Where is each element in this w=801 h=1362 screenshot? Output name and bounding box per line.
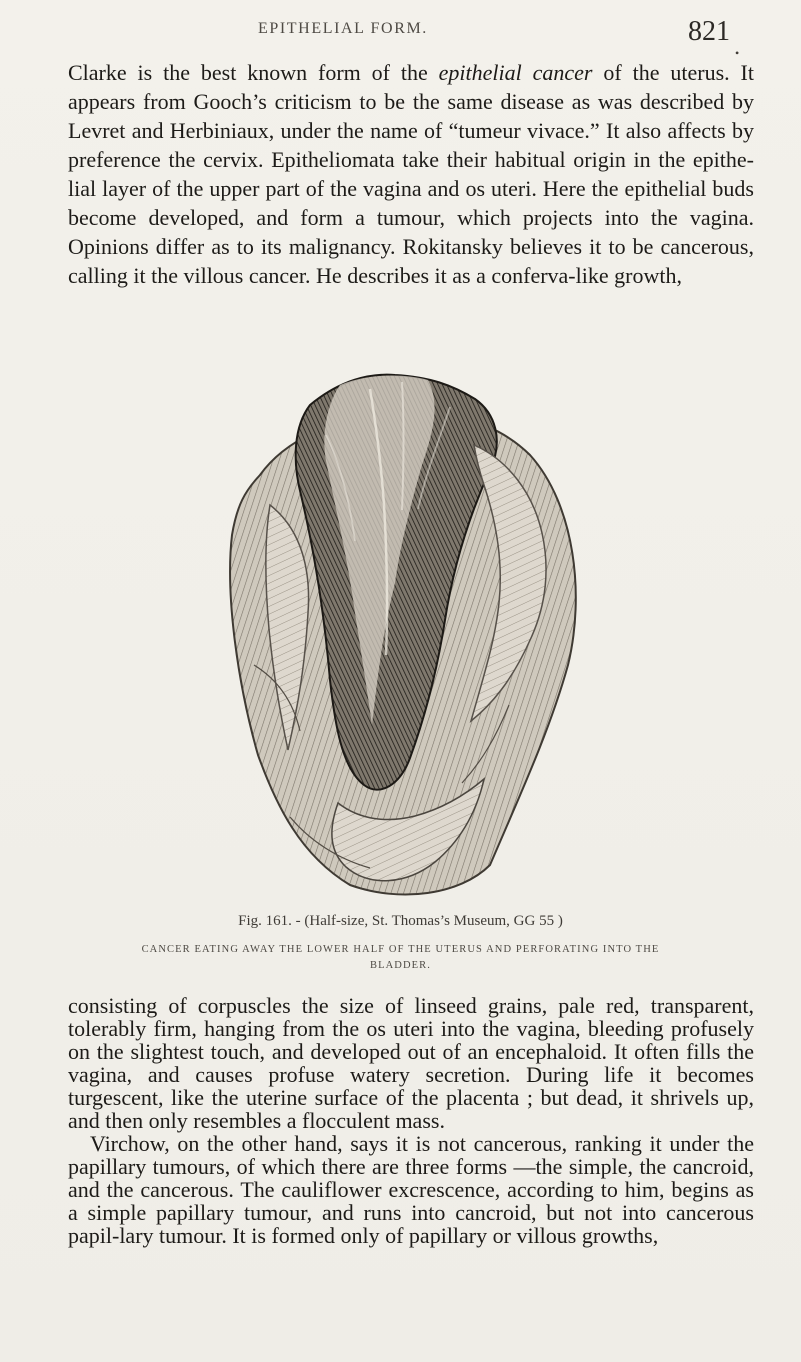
top-paragraph: Clarke is the best known form of the epithelial cancer of the uterus. It appears from Gooch’s criticism to be the same disease as was described by Levret and Herbiniaux, under the name of “tumeur vivace.” It also affects by preference the cervix. Epitheliomata take their habitual origin in the epithe-lial layer of the upper part of the vagina and os uteri. Here the epithelial buds become developed, and form a tumour, which projects into the vagina. Opinions differ as to its malignancy. Rokitansky believes it to be cancerous, calling it the villous cancer. He describes it as a conferva-like growth, [68, 60, 754, 288]
running-head-title: EPITHELIAL FORM. [258, 20, 428, 37]
bottom-text-block [68, 994, 754, 1362]
running-head [0, 16, 801, 47]
figure-caption-line-2: BLADDER. [369, 960, 431, 971]
bottom-paragraph: Virchow, on the other hand, says it is not cancerous, ranking it under the papillary tumours, of which there are three forms —the simple, the cancroid, and the cancerous. The cauliflower excrescence, according to him, begins as a simple papillary tumour, and runs into cancroid, but not into cancerous papil-lary tumour. It is formed only of papillary or villous growths, [68, 1131, 754, 1248]
emphasis-text: epithelial cancer [438, 60, 593, 85]
bottom-paragraph: consisting of corpuscles the size of linseed grains, pale red, transparent, tolerably firm, hanging from the os uteri into the vagina, bleeding profusely on the slightest touch, and developed out of an encephaloid. It often fills the vagina, and causes profuse watery secretion. During life it becomes turgescent, like the uterine surface of the placenta ; but dead, it shrivels up, and then only resembles a flocculent mass. [68, 994, 754, 1133]
top-text-block [68, 58, 754, 378]
page-speck: • [735, 46, 740, 60]
figure-engraving [190, 365, 600, 910]
engraving-illustration [190, 365, 600, 910]
figure-caption-line-1: CANCER EATING AWAY THE LOWER HALF OF THE UTERUS AND PERFORATING INTO THE [141, 944, 660, 955]
page-number: 821 [688, 16, 730, 47]
figure-label: Fig. 161. - (Half-size, St. Thomas’s Museum, GG 55 ) [238, 913, 563, 929]
